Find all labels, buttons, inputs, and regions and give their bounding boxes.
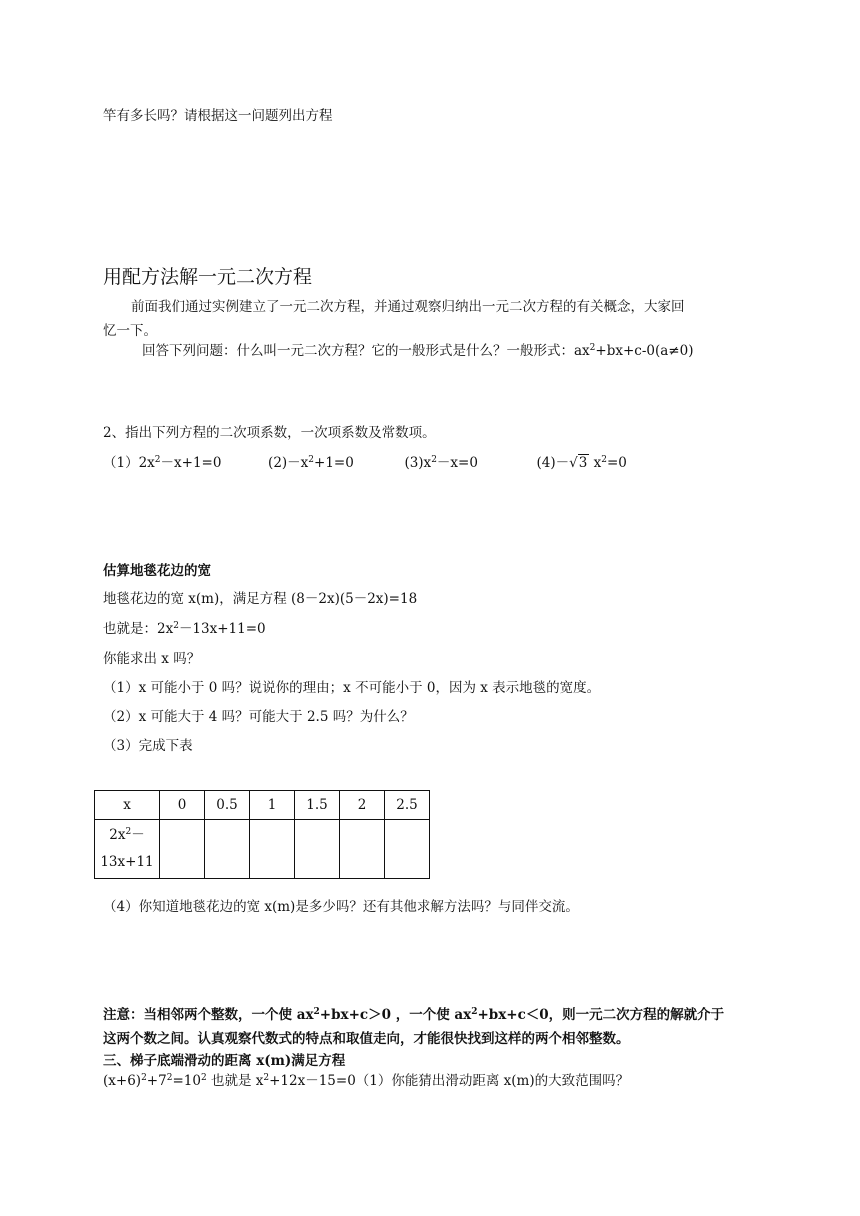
- carpet-line: 也就是：$2x^2-13x+11=0$: [103, 621, 266, 637]
- equation-row: [103, 454, 627, 472]
- table-cell: 2.5: [385, 791, 430, 820]
- table-cell: 0.5: [205, 791, 250, 820]
- note-line: 注意：当相邻两个整数，一个使 $ax^2+bx+c>0$ ，一个使 $ax^2+bx+c<0$，则一元二次方程的解就介于: [103, 1007, 725, 1023]
- paragraph-line: 前面我们通过实例建立了一元二次方程，并通过观察归纳出一元二次方程的有关概念，大家回: [131, 299, 685, 315]
- note-line: $(x+6)^2+7^2=10^2$ 也就是 $x^2+12x-15=0(1)$你能猜出滑动距离 x(m)的大致范围吗？: [103, 1073, 630, 1089]
- paragraph-line: 回答下列问题：什么叫一元二次方程？它的一般形式是什么？一般形式：$ax^2+bx+c-0(a\ne 0)$: [142, 343, 694, 359]
- carpet-line: 你能求出 x 吗？: [103, 651, 201, 667]
- carpet-question: （1）x 可能小于 0 吗？说说你的理由；x 不可能小于 0，因为 x 表示地毯的宽度。: [103, 680, 601, 696]
- table-cell: [160, 820, 205, 879]
- table-cell: [205, 820, 250, 879]
- table-cell: x: [95, 791, 160, 820]
- carpet-line: 地毯花边的宽 x(m)，满足方程 (8－2x)(5－2x)=18: [103, 591, 418, 607]
- note-line: 这两个数之间。认真观察代数式的特点和取值走向，才能很快找到这样的两个相邻整数。: [103, 1031, 630, 1047]
- carpet-question: （3）完成下表: [103, 738, 193, 754]
- intro-text: 竿有多长吗？请根据这一问题列出方程: [103, 108, 333, 124]
- table-cell: [295, 820, 340, 879]
- paragraph-line: 忆一下。: [103, 323, 157, 339]
- value-table: [94, 790, 430, 879]
- table-cell: [385, 820, 430, 879]
- table-cell: 0: [160, 791, 205, 820]
- equation-2: $(2)-x^2+1=0$: [268, 455, 354, 471]
- table-cell: 1.5: [295, 791, 340, 820]
- carpet-question: （2）x 可能大于 4 吗？可能大于 2.5 吗？为什么？: [103, 709, 414, 725]
- table-cell: 2: [340, 791, 385, 820]
- table-cell: [340, 820, 385, 879]
- table-row: [95, 820, 430, 879]
- section-title: 用配方法解一元二次方程: [103, 266, 313, 288]
- table-row-label: $2x^2-$ 13x+11: [95, 820, 160, 879]
- sqrt-symbol: √3: [569, 455, 588, 471]
- equation-4: (4)－√3 $x^2=0$: [536, 455, 627, 471]
- table-header-row: [95, 791, 430, 820]
- table-cell: 1: [250, 791, 295, 820]
- equation-1: $(1)2x^2-x+1=0$: [103, 455, 222, 471]
- table-cell: [250, 820, 295, 879]
- section-heading: 三、梯子底端滑动的距离 x(m)满足方程: [103, 1053, 346, 1069]
- carpet-heading: 估算地毯花边的宽: [103, 563, 211, 579]
- equation-3: $(3)x^2-x=0$: [404, 455, 478, 471]
- carpet-question: （4）你知道地毯花边的宽 x(m)是多少吗？还有其他求解方法吗？与同伴交流。: [103, 899, 579, 915]
- question-title: 2、指出下列方程的二次项系数，一次项系数及常数项。: [103, 425, 436, 441]
